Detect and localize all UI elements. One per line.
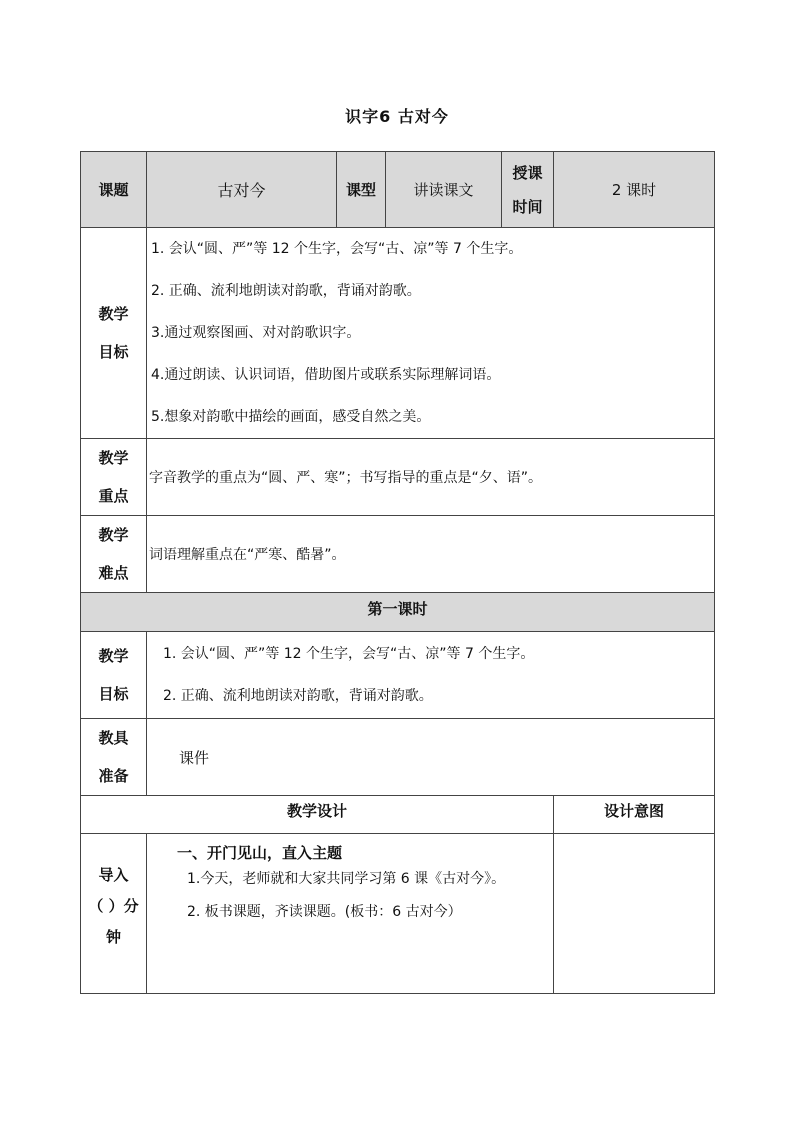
intro-label <box>81 834 147 994</box>
lesson-goal-item: 2. 正确、流利地朗读对韵歌，背诵对韵歌。 <box>163 688 433 704</box>
type-value: 讲读课文 <box>386 152 502 228</box>
intro-intent-cell <box>554 834 715 994</box>
intro-heading: 一、开门见山，直入主题 <box>177 844 343 862</box>
intro-step1: 1.今天，老师就和大家共同学习第 6 课《古对今》。 <box>187 871 506 887</box>
lesson-goal-item: 1. 会认“圆、严”等 12 个生字，会写“古、凉”等 7 个生字。 <box>163 646 535 662</box>
difficulties-label-line1: 教学 <box>98 526 129 544</box>
difficulties-label <box>81 516 147 593</box>
lesson-goals-row <box>81 632 715 719</box>
intro-row <box>81 834 715 994</box>
lesson-goals-content <box>147 632 715 719</box>
difficulties-label-line2: 难点 <box>98 564 129 582</box>
time-value: 2 课时 <box>554 152 715 228</box>
tools-label-line2: 准备 <box>98 767 129 785</box>
lesson-goals-label <box>81 632 147 719</box>
goal-item: 5.想象对韵歌中描绘的画面，感受自然之美。 <box>151 409 431 425</box>
first-lesson-header: 第一课时 <box>81 593 715 632</box>
design-header-row <box>81 796 715 834</box>
intro-label-line1: 导入 <box>98 866 129 884</box>
first-lesson-row <box>81 593 715 632</box>
lesson-plan-table <box>80 151 715 994</box>
topic-value: 古对今 <box>147 152 337 228</box>
tools-label <box>81 719 147 796</box>
topic-label: 课题 <box>81 152 147 228</box>
key-points-label-line1: 教学 <box>98 449 129 467</box>
time-label <box>502 152 554 228</box>
difficulties-row <box>81 516 715 593</box>
tools-row <box>81 719 715 796</box>
goals-label-line1: 教学 <box>98 305 129 323</box>
lesson-goals-label-line2: 目标 <box>98 685 129 703</box>
intro-label-line2: （ ）分 <box>88 897 139 915</box>
intro-label-line3: 钟 <box>105 928 121 946</box>
goal-item: 4.通过朗读、认识词语，借助图片或联系实际理解词语。 <box>151 367 501 383</box>
goals-content <box>147 228 715 439</box>
goal-item: 2. 正确、流利地朗读对韵歌，背诵对韵歌。 <box>151 283 421 299</box>
intent-header: 设计意图 <box>554 796 715 834</box>
intro-content <box>147 834 554 994</box>
time-label-line2: 时间 <box>512 197 543 216</box>
document-title: 识字6 古对今 <box>345 107 449 126</box>
intro-step2: 2. 板书课题，齐读课题。(板书：6 古对今） <box>187 904 462 920</box>
type-label: 课型 <box>337 152 386 228</box>
key-points-label-line2: 重点 <box>98 487 129 505</box>
tools-label-line1: 教具 <box>98 729 129 747</box>
tools-value: 课件 <box>147 719 715 796</box>
time-label-line1: 授课 <box>512 163 543 182</box>
goals-label-line2: 目标 <box>98 343 129 361</box>
goals-label <box>81 228 147 439</box>
goal-item: 1. 会认“圆、严”等 12 个生字，会写“古、凉”等 7 个生字。 <box>151 241 523 257</box>
lesson-goals-label-line1: 教学 <box>98 647 129 665</box>
design-header: 教学设计 <box>81 796 554 834</box>
key-points-label <box>81 439 147 516</box>
goal-item: 3.通过观察图画、对对韵歌识字。 <box>151 325 361 341</box>
key-points-row <box>81 439 715 516</box>
key-points-text: 字音教学的重点为“圆、严、寒”；书写指导的重点是“夕、语”。 <box>147 439 715 516</box>
goals-row <box>81 228 715 439</box>
header-row <box>81 152 715 228</box>
difficulties-text: 词语理解重点在“严寒、酷暑”。 <box>147 516 715 593</box>
